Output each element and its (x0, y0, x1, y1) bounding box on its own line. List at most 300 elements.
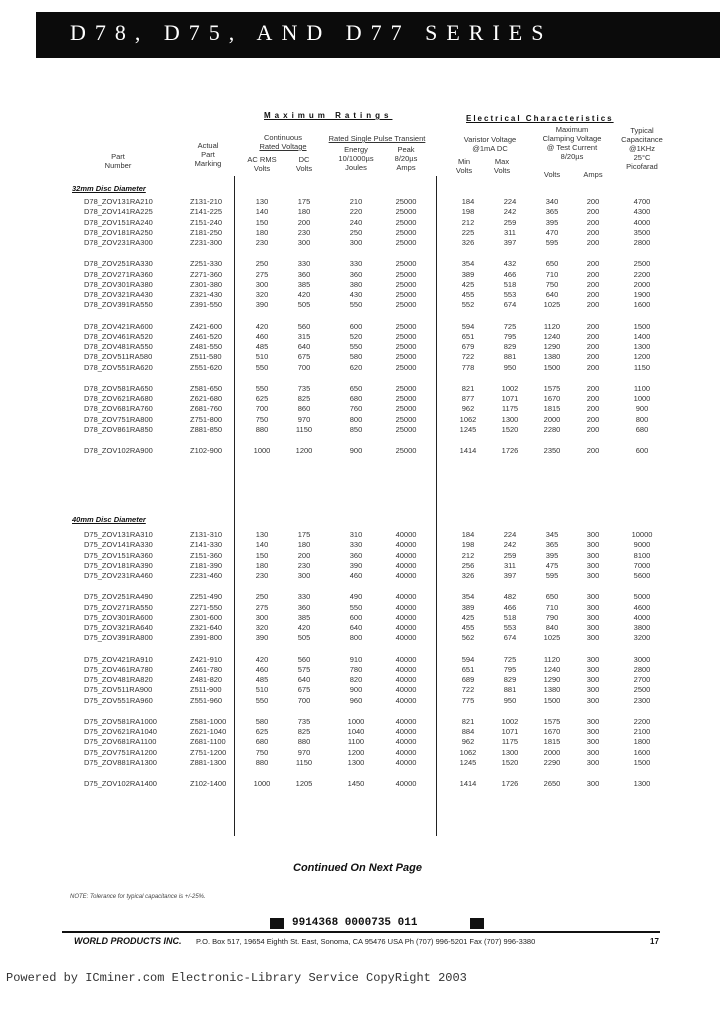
table-row (0, 415, 720, 425)
table-row (0, 779, 720, 789)
cell-mark: Z391-800 (190, 633, 223, 643)
cell-acrms: 1000 (253, 446, 271, 455)
capacitance-header (618, 126, 666, 171)
cell-dc: 200 (297, 550, 311, 560)
cell-dc: 575 (297, 664, 311, 674)
cell-cap: 2800 (633, 238, 651, 247)
cell-peak: 25000 (395, 269, 417, 279)
cell-acrms: 510 (255, 352, 269, 362)
cell-volts: 1380 (543, 352, 561, 362)
cell-vmax: 553 (503, 290, 517, 299)
cell-part: D75_ZOV681RA1100 (84, 737, 157, 747)
cell-energy: 360 (349, 550, 363, 560)
cell-part: D75_ZOV231RA460 (84, 571, 153, 580)
cell-cap: 3000 (633, 654, 651, 664)
table-row (0, 280, 720, 290)
cell-part: D75_ZOV481RA820 (84, 675, 153, 684)
cell-amps: 200 (586, 424, 600, 434)
part-number-header (88, 152, 148, 170)
table-row (0, 685, 720, 695)
cell-vmin: 594 (461, 321, 475, 331)
ac-rms-header-line: Volts (253, 164, 271, 173)
cell-vmin: 562 (461, 633, 475, 643)
cell-peak: 25000 (395, 290, 417, 299)
cell-volts: 345 (545, 530, 559, 539)
cell-peak: 25000 (395, 424, 417, 434)
cell-mark: Z421-600 (190, 321, 223, 331)
cell-vmin: 689 (461, 675, 475, 684)
cell-peak: 40000 (395, 727, 417, 736)
section-heading-32mm: 32mm Disc Diameter (72, 184, 146, 193)
table-row (0, 446, 720, 456)
cell-acrms: 460 (255, 331, 269, 341)
energy-header-line: 10/1000µs (338, 154, 374, 163)
vmin-header-line: Volts (455, 166, 473, 175)
cell-dc: 735 (297, 716, 311, 726)
cell-acrms: 485 (255, 675, 269, 684)
cell-dc: 880 (297, 737, 311, 747)
cell-cap: 1600 (633, 300, 651, 310)
cell-vmin: 389 (461, 269, 475, 279)
cell-vmax: 950 (503, 695, 517, 705)
cell-peak: 40000 (395, 602, 417, 612)
cell-mark: Z181-250 (190, 227, 223, 237)
cell-vmin: 326 (461, 238, 475, 247)
cell-energy: 800 (349, 414, 363, 424)
cell-cap: 4700 (633, 197, 651, 206)
cell-dc: 1150 (295, 424, 313, 434)
cell-peak: 25000 (395, 217, 417, 227)
cell-vmin: 198 (461, 540, 475, 550)
cell-mark: Z511-580 (190, 352, 222, 362)
cell-acrms: 510 (255, 685, 269, 695)
cell-cap: 2200 (633, 716, 651, 726)
table-row (0, 290, 720, 300)
vmax-header (488, 157, 516, 175)
cell-vmin: 425 (461, 612, 475, 622)
cell-mark: Z321-430 (190, 290, 223, 299)
cell-cap: 2500 (633, 685, 651, 695)
cell-vmax: 311 (504, 227, 516, 237)
cell-volts: 1240 (543, 331, 561, 341)
cell-mark: Z131-210 (190, 197, 223, 206)
cell-vmax: 1520 (501, 757, 519, 767)
cell-amps: 300 (586, 727, 600, 736)
cell-mark: Z421-910 (190, 654, 223, 664)
cell-amps: 300 (586, 540, 600, 550)
continued-notice: Continued On Next Page (293, 862, 422, 874)
cell-acrms: 150 (255, 217, 269, 227)
table-row (0, 675, 720, 685)
cell-amps: 300 (586, 550, 600, 560)
cell-cap: 4600 (633, 602, 651, 612)
max-ratings-heading: Maximum Ratings (264, 111, 393, 120)
cell-vmax: 259 (503, 550, 517, 560)
cell-cap: 1600 (633, 747, 651, 757)
cell-dc: 180 (297, 540, 311, 550)
cell-volts: 710 (545, 602, 559, 612)
cell-volts: 470 (545, 227, 559, 237)
cell-part: D75_ZOV461RA780 (84, 664, 153, 674)
cell-volts: 750 (545, 279, 559, 289)
capacitance-header-line: Picofarad (626, 162, 658, 171)
cell-acrms: 420 (255, 321, 269, 331)
cell-mark: Z681-1100 (190, 737, 226, 747)
cell-vmax: 397 (503, 571, 517, 580)
cell-cap: 1150 (633, 362, 651, 372)
cell-amps: 300 (586, 737, 600, 747)
cell-acrms: 275 (255, 269, 269, 279)
cell-mark: Z481-820 (190, 675, 223, 684)
cell-mark: Z881-1300 (190, 757, 227, 767)
cell-volts: 840 (545, 623, 559, 632)
cell-vmax: 1726 (501, 446, 519, 455)
cell-peak: 40000 (395, 675, 417, 684)
cell-part: D75_ZOV421RA910 (84, 654, 153, 664)
cell-vmax: 1002 (501, 383, 519, 393)
table-row (0, 551, 720, 561)
cell-mark: Z151-240 (190, 217, 223, 227)
cell-cap: 1200 (633, 352, 651, 362)
cell-peak: 40000 (395, 633, 417, 643)
cell-part: D75_ZOV141RA330 (84, 540, 153, 550)
cell-dc: 360 (297, 269, 311, 279)
cell-dc: 1200 (295, 446, 313, 455)
cell-amps: 300 (586, 612, 600, 622)
cell-acrms: 250 (255, 592, 269, 602)
clamping-header-line: Clamping Voltage (542, 134, 602, 143)
cell-energy: 1200 (347, 747, 365, 757)
cell-part: D75_ZOV151RA360 (84, 550, 153, 560)
cell-amps: 200 (586, 290, 600, 299)
cell-peak: 25000 (395, 383, 417, 393)
cell-dc: 1150 (295, 757, 313, 767)
cell-acrms: 550 (255, 695, 269, 705)
cell-peak: 25000 (395, 300, 417, 310)
cell-dc: 315 (297, 331, 311, 341)
cell-part: D75_ZOV271RA550 (84, 602, 153, 612)
cell-peak: 40000 (395, 716, 417, 726)
cell-vmin: 354 (461, 259, 475, 269)
cell-mark: Z181-390 (190, 560, 223, 570)
cell-amps: 300 (586, 623, 600, 632)
cell-part: D78_ZOV251RA330 (84, 259, 153, 269)
cell-energy: 390 (349, 560, 363, 570)
cell-vmin: 552 (461, 300, 475, 310)
cell-part: D78_ZOV141RA225 (84, 207, 153, 217)
cell-energy: 310 (349, 530, 363, 539)
table-row (0, 727, 720, 737)
cell-dc: 420 (297, 623, 311, 632)
cell-energy: 380 (349, 279, 363, 289)
cell-peak: 40000 (395, 571, 417, 580)
cell-amps: 200 (586, 279, 600, 289)
cell-volts: 1240 (543, 664, 561, 674)
cell-volts: 2290 (543, 757, 561, 767)
cell-amps: 200 (586, 300, 600, 310)
cell-part: D75_ZOV301RA600 (84, 612, 153, 622)
cell-volts: 595 (545, 238, 559, 247)
continuous-header-line: Rated Voltage (259, 142, 307, 151)
cell-amps: 200 (586, 217, 600, 227)
clamping-header-line: Maximum (555, 125, 589, 134)
cell-acrms: 1000 (253, 779, 271, 788)
cell-amps: 200 (586, 352, 600, 362)
cell-peak: 40000 (395, 747, 417, 757)
cell-energy: 1040 (347, 727, 365, 736)
cell-volts: 1290 (543, 342, 561, 351)
copyright-footer: Powered by ICminer.com Electronic-Library Service CopyRight 2003 (6, 971, 467, 985)
cell-acrms: 250 (255, 259, 269, 269)
cell-cap: 4000 (633, 217, 651, 227)
cell-acrms: 390 (255, 300, 269, 310)
cell-dc: 175 (297, 197, 311, 206)
cell-mark: Z151-360 (190, 550, 223, 560)
cell-peak: 25000 (395, 207, 417, 217)
cell-cap: 1800 (633, 737, 651, 747)
cell-acrms: 230 (255, 571, 269, 580)
cell-vmin: 778 (461, 362, 475, 372)
cell-dc: 860 (297, 404, 311, 414)
dc-header (286, 155, 322, 173)
cell-energy: 1450 (347, 779, 365, 788)
table-row (0, 394, 720, 404)
cell-mark: Z511-900 (190, 685, 222, 695)
energy-header-line: Joules (345, 163, 367, 172)
cell-peak: 40000 (395, 530, 417, 539)
cell-vmin: 212 (461, 217, 475, 227)
cell-cap: 4000 (633, 612, 651, 622)
cell-volts: 650 (545, 592, 559, 602)
cell-vmax: 950 (503, 362, 517, 372)
cell-energy: 330 (349, 259, 363, 269)
table-row (0, 530, 720, 540)
cell-peak: 25000 (395, 227, 417, 237)
cell-cap: 1500 (633, 757, 651, 767)
cell-vmin: 354 (461, 592, 475, 602)
cell-vmin: 877 (461, 394, 475, 403)
cell-energy: 220 (349, 207, 363, 217)
cell-mark: Z581-1000 (190, 716, 227, 726)
cell-vmax: 259 (503, 217, 517, 227)
cell-vmax: 1071 (501, 727, 519, 736)
cell-cap: 2200 (633, 269, 651, 279)
ac-rms-header-line: AC RMS (247, 155, 277, 164)
cell-acrms: 300 (255, 612, 269, 622)
cell-mark: Z141-225 (190, 207, 223, 217)
cell-acrms: 180 (255, 227, 269, 237)
cell-acrms: 390 (255, 633, 269, 643)
cell-amps: 200 (586, 207, 600, 217)
cell-vmax: 1520 (501, 424, 519, 434)
table-row (0, 300, 720, 310)
capacitance-header-line: Capacitance (621, 135, 663, 144)
table-row (0, 384, 720, 394)
table-row (0, 592, 720, 602)
cell-amps: 200 (586, 383, 600, 393)
table-row (0, 363, 720, 373)
cell-vmax: 829 (503, 342, 517, 351)
capacitance-note: NOTE: Tolerance for typical capacitance is +/-25%. (70, 894, 206, 900)
electrical-heading: Electrical Characteristics (466, 114, 614, 123)
clamping-header-line: @ Test Current (546, 143, 598, 152)
cell-vmax: 795 (503, 331, 517, 341)
company-address: P.O. Box 517, 19654 Eighth St. East, Sonoma, CA 95476 USA Ph (707) 996-5201 Fax (707) 996-3380 (196, 937, 536, 946)
table-row (0, 197, 720, 207)
cell-volts: 2650 (543, 779, 561, 788)
cell-vmax: 1071 (501, 394, 519, 403)
cell-vmin: 1062 (459, 747, 477, 757)
varistor-header-line: @1mA DC (472, 144, 508, 153)
cell-vmax: 725 (503, 321, 517, 331)
cell-volts: 1380 (543, 685, 561, 695)
cell-dc: 970 (297, 414, 311, 424)
cell-cap: 1300 (633, 342, 651, 351)
cell-amps: 200 (586, 446, 600, 455)
cell-acrms: 420 (255, 654, 269, 664)
cell-vmax: 881 (503, 685, 517, 695)
cell-cap: 5000 (633, 592, 651, 602)
cell-cap: 1500 (633, 321, 651, 331)
cell-peak: 25000 (395, 259, 417, 269)
cell-mark: Z301-380 (190, 279, 223, 289)
cell-volts: 1025 (543, 300, 561, 310)
cell-acrms: 180 (255, 560, 269, 570)
cell-acrms: 550 (255, 383, 269, 393)
cell-vmin: 821 (461, 716, 475, 726)
cell-vmin: 1062 (459, 414, 477, 424)
cell-part: D78_ZOV751RA800 (84, 414, 153, 424)
cell-dc: 230 (297, 227, 311, 237)
cell-volts: 1575 (543, 716, 561, 726)
cell-vmax: 518 (503, 612, 517, 622)
actual-marking-header (186, 141, 230, 168)
cell-mark: Z461-520 (190, 331, 223, 341)
cell-cap: 2300 (633, 695, 651, 705)
cell-acrms: 130 (255, 197, 269, 206)
cell-vmin: 722 (461, 352, 475, 362)
cell-amps: 200 (586, 414, 600, 424)
cell-cap: 1400 (633, 331, 651, 341)
clamp-amps-header: Amps (583, 170, 603, 179)
cell-amps: 200 (586, 342, 600, 351)
cell-vmin: 651 (461, 331, 475, 341)
ac-rms-header (244, 155, 280, 173)
cell-vmax: 881 (503, 352, 517, 362)
cell-energy: 820 (349, 675, 363, 684)
continuous-header-line: Continuous (264, 133, 302, 142)
cell-vmin: 651 (461, 664, 475, 674)
cell-energy: 760 (349, 404, 363, 414)
page-title: D78, D75, AND D77 SERIES (70, 20, 553, 45)
cell-part: D78_ZOV321RA430 (84, 290, 153, 299)
vmax-header-line: Volts (493, 166, 511, 175)
cell-part: D75_ZOV621RA1040 (84, 727, 157, 736)
cell-mark: Z131-310 (190, 530, 223, 539)
cell-cap: 3200 (633, 633, 651, 643)
cell-energy: 850 (349, 424, 363, 434)
cell-acrms: 460 (255, 664, 269, 674)
cell-vmin: 212 (461, 550, 475, 560)
rated-pulse-header: Rated Single Pulse Transient (328, 134, 426, 143)
section-heading-40mm: 40mm Disc Diameter (72, 515, 146, 524)
cell-mark: Z461-780 (190, 664, 223, 674)
table-row (0, 633, 720, 643)
cell-part: D75_ZOV751RA1200 (84, 747, 157, 757)
cell-peak: 25000 (395, 331, 417, 341)
cell-volts: 475 (545, 560, 559, 570)
cell-amps: 300 (586, 571, 600, 580)
cell-vmax: 795 (503, 664, 517, 674)
cell-vmin: 775 (461, 695, 475, 705)
cell-dc: 560 (297, 321, 311, 331)
cell-vmax: 242 (503, 207, 517, 217)
table-row (0, 717, 720, 727)
cell-acrms: 580 (255, 716, 269, 726)
cell-vmax: 482 (503, 592, 517, 602)
cell-peak: 40000 (395, 664, 417, 674)
cell-energy: 1300 (347, 757, 365, 767)
cell-energy: 550 (349, 602, 363, 612)
cell-volts: 340 (545, 197, 559, 206)
cell-cap: 4300 (633, 207, 651, 217)
energy-header-line: Energy (344, 145, 368, 154)
cell-peak: 40000 (395, 737, 417, 747)
table-row (0, 207, 720, 217)
peak-header-line: Peak (397, 145, 415, 154)
cell-volts: 365 (545, 540, 559, 550)
cell-cap: 10000 (631, 530, 653, 539)
cell-peak: 25000 (395, 362, 417, 372)
cell-vmin: 225 (461, 227, 475, 237)
cell-vmax: 311 (504, 560, 516, 570)
cell-energy: 620 (349, 362, 363, 372)
cell-vmax: 466 (503, 269, 517, 279)
dc-header-line: Volts (295, 164, 313, 173)
cell-volts: 650 (545, 259, 559, 269)
table-row (0, 613, 720, 623)
vmin-header-line: Min (457, 157, 471, 166)
cell-dc: 230 (297, 560, 311, 570)
cell-cap: 8100 (633, 550, 651, 560)
cell-volts: 1120 (543, 321, 561, 331)
cell-dc: 735 (297, 383, 311, 393)
cell-peak: 25000 (395, 404, 417, 414)
table-row (0, 748, 720, 758)
cell-cap: 1900 (633, 290, 651, 299)
cell-vmax: 674 (503, 300, 517, 310)
cell-mark: Z751-1200 (190, 747, 227, 757)
cell-acrms: 680 (255, 737, 269, 747)
cell-dc: 385 (297, 612, 311, 622)
varistor-header (450, 135, 530, 153)
cell-vmin: 594 (461, 654, 475, 664)
cell-cap: 2000 (633, 279, 651, 289)
cell-peak: 40000 (395, 612, 417, 622)
cell-volts: 395 (545, 217, 559, 227)
cell-mark: Z621-1040 (190, 727, 227, 736)
cell-mark: Z551-620 (190, 362, 223, 372)
cell-vmin: 425 (461, 279, 475, 289)
cell-dc: 970 (297, 747, 311, 757)
cell-vmin: 1245 (459, 757, 477, 767)
cell-part: D75_ZOV321RA640 (84, 623, 153, 632)
cell-mark: Z271-550 (190, 602, 223, 612)
cell-part: D78_ZOV481RA550 (84, 342, 153, 351)
table-row (0, 540, 720, 550)
cell-acrms: 320 (255, 290, 269, 299)
cell-energy: 210 (349, 197, 363, 206)
